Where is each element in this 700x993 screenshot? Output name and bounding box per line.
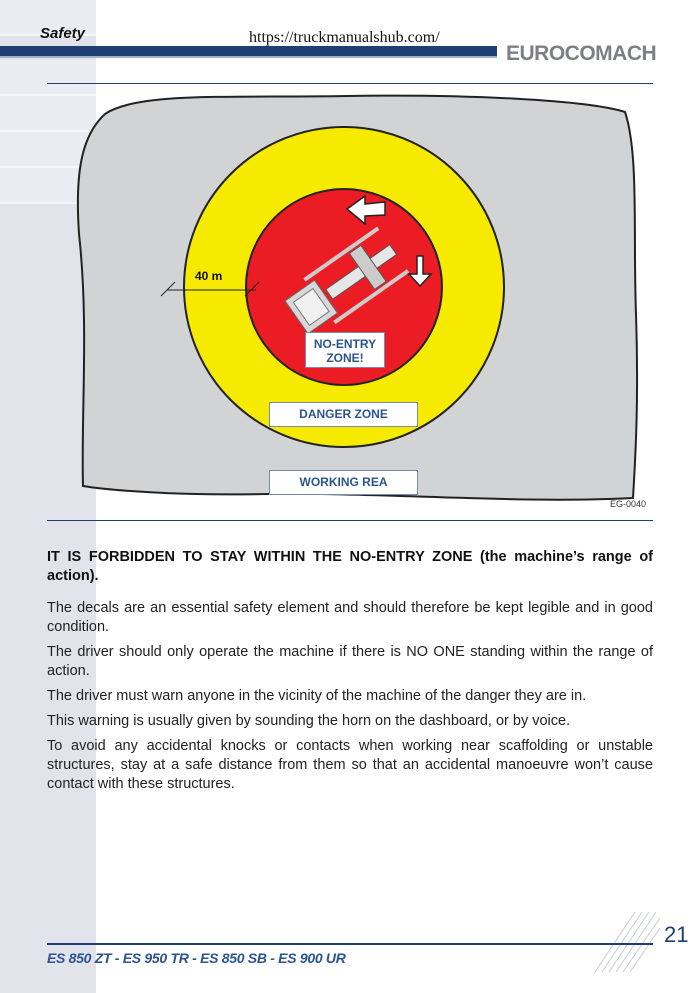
page-number: 21 — [664, 922, 689, 947]
paragraph: To avoid any accidental knocks or contacts when working near scaffolding or unstable structures, stay at a safe distance from them so that an accidental manoeuvre won’t cause contact with these structures. — [47, 738, 653, 792]
zone-diagram — [47, 84, 653, 520]
working-area-label: WORKING REA — [269, 470, 418, 495]
header-bar-accent — [0, 56, 497, 58]
danger-zone-label: DANGER ZONE — [269, 402, 418, 427]
paragraph: The driver must warn anyone in the vicinity of the machine of the danger they are in. — [47, 688, 587, 704]
section-title: Safety — [40, 25, 86, 42]
header-bar — [0, 46, 497, 56]
footer-divider — [47, 943, 653, 945]
source-url[interactable]: https://truckmanualshub.com/ — [249, 29, 440, 46]
body-text — [47, 548, 653, 800]
no-entry-zone-label — [305, 332, 385, 368]
paragraph: The decals are an essential safety element and should therefore be kept legible and in good condition. — [47, 600, 653, 635]
no-entry-line1: NO-ENTRY — [313, 337, 377, 351]
distance-label: 40 m — [195, 269, 223, 283]
forbidden-warning: IT IS FORBIDDEN TO STAY WITHIN THE NO-ENTRY ZONE (the machine’s range of action). — [47, 549, 653, 584]
no-entry-line2: ZONE! — [326, 351, 364, 365]
figure-divider — [47, 520, 653, 521]
paragraph: The driver should only operate the machine if there is NO ONE standing within the range of action. — [47, 644, 653, 679]
brand-logo: EUROCOMACH — [506, 42, 657, 65]
safety-zone-figure — [47, 84, 653, 520]
paragraph: This warning is usually given by sounding the horn on the dashboard, or by voice. — [47, 713, 571, 729]
footer-stripes — [590, 912, 660, 972]
model-list: ES 850 ZT - ES 950 TR - ES 850 SB - ES 900 UR — [47, 950, 346, 966]
figure-id: EG-0040 — [610, 499, 647, 509]
